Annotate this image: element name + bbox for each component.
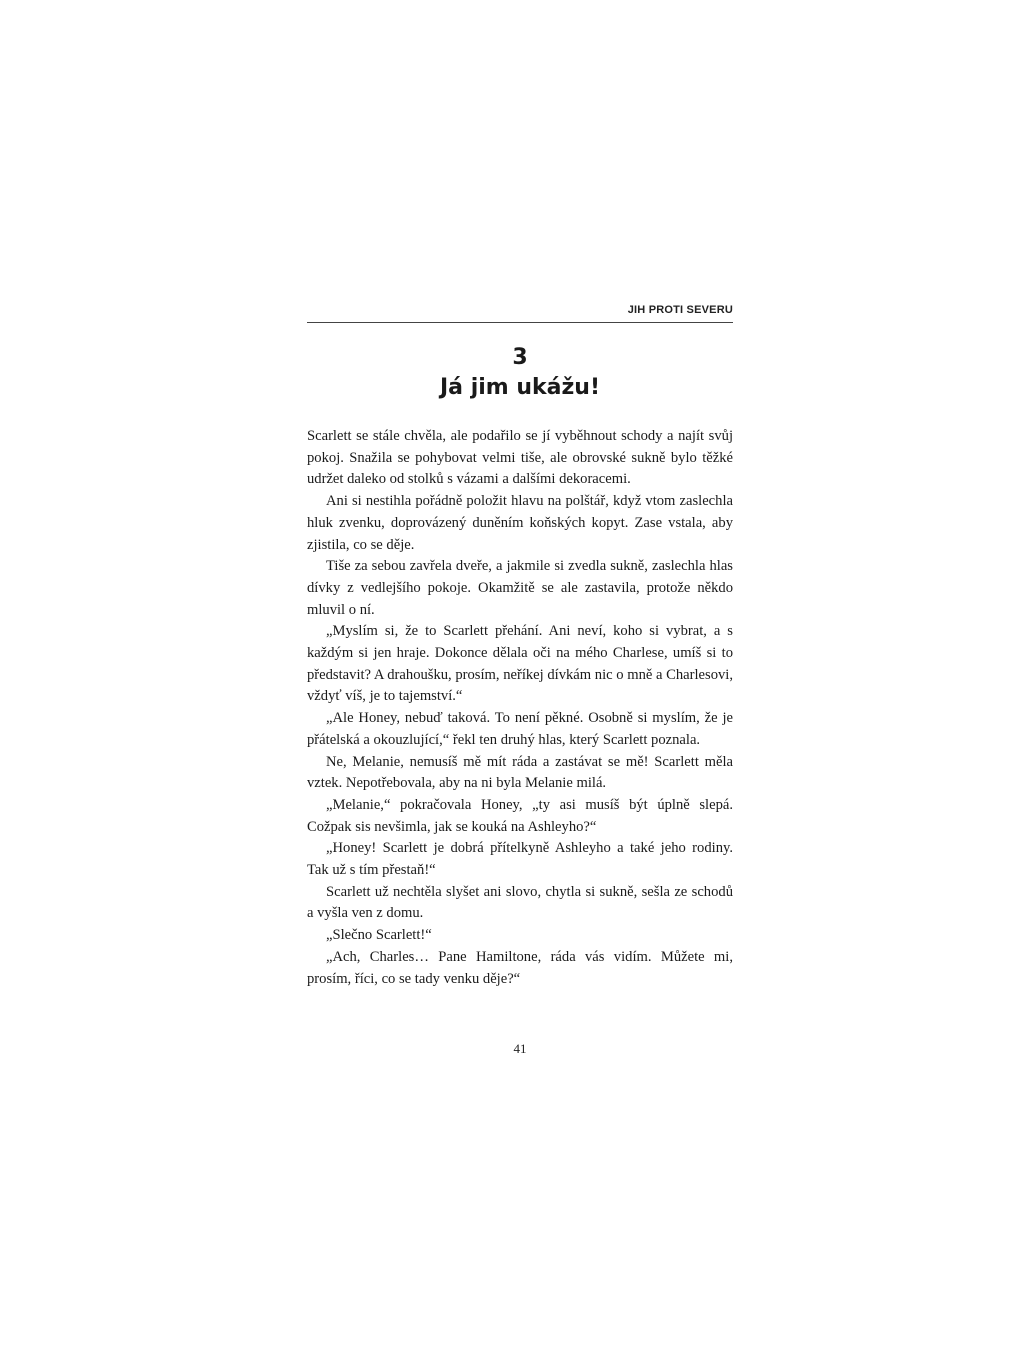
page-number: 41 — [513, 1041, 527, 1056]
paragraph: „Honey! Scarlett je dobrá přítelkyně Ashleyho a také jeho rodiny. Tak už s tím přestaň!“ — [307, 840, 733, 879]
paragraph: Ani si nestihla pořádně položit hlavu na polštář, když vtom zaslechla hluk zvenku, doprovázený duněním koňských kopyt. Zase vstala, aby zjistila, co se děje. — [307, 493, 733, 553]
paragraph: „Myslím si, že to Scarlett přehání. Ani neví, koho si vybrat, a s každým si jen hraje. Dokonce dělala oči na mého Charlese, umíš si to představit? A drahoušku, prosím, neříkej dívkám nic o mně a Charlesovi, vždyť víš, je to tajemství.“ — [307, 623, 733, 705]
paragraph: „Ach, Charles… Pane Hamiltone, ráda vás vidím. Můžete mi, prosím, říci, co se tady venku děje?“ — [307, 948, 733, 987]
paragraph: Ne, Melanie, nemusíš mě mít ráda a zastávat se mě! Scarlett měla vztek. Nepotřebovala, aby na ni byla Melanie milá. — [307, 753, 733, 792]
paragraph: „Ale Honey, nebuď taková. To není pěkné. Osobně si myslím, že je přátelská a okouzlující,“ řekl ten druhý hlas, který Scarlett poznala. — [307, 710, 733, 748]
paragraph: „Slečno Scarlett!“ — [326, 927, 432, 944]
paragraph: Tiše za sebou zavřela dveře, a jakmile si zvedla sukně, zaslechla hlas dívky z vedlejšího pokoje. Okamžitě se ale zastavila, protože někdo mluvil o ní. — [307, 558, 733, 618]
running-header — [307, 304, 733, 323]
paragraph: „Melanie,“ pokračovala Honey, „ty asi musíš být úplně slepá. Cožpak sis nevšimla, jak se kouká na Ashleyho?“ — [307, 796, 733, 835]
chapter-title: Já jim ukážu! — [440, 375, 600, 400]
paragraph: Scarlett už nechtěla slyšet ani slovo, chytla si sukně, sešla ze schodů a vyšla ven z domu. — [307, 883, 733, 922]
paragraph: Scarlett se stále chvěla, ale podařilo se jí vyběhnout schody a najít svůj pokoj. Snažila se pohybovat velmi tiše, ale obrovské sukně bylo těžké udržet daleko od stolků s vázami a dalšími dekoracemi. — [307, 428, 733, 488]
chapter-number: 3 — [512, 345, 528, 370]
chapter-body — [307, 426, 733, 990]
running-title: JIH PROTI SEVERU — [627, 304, 733, 316]
